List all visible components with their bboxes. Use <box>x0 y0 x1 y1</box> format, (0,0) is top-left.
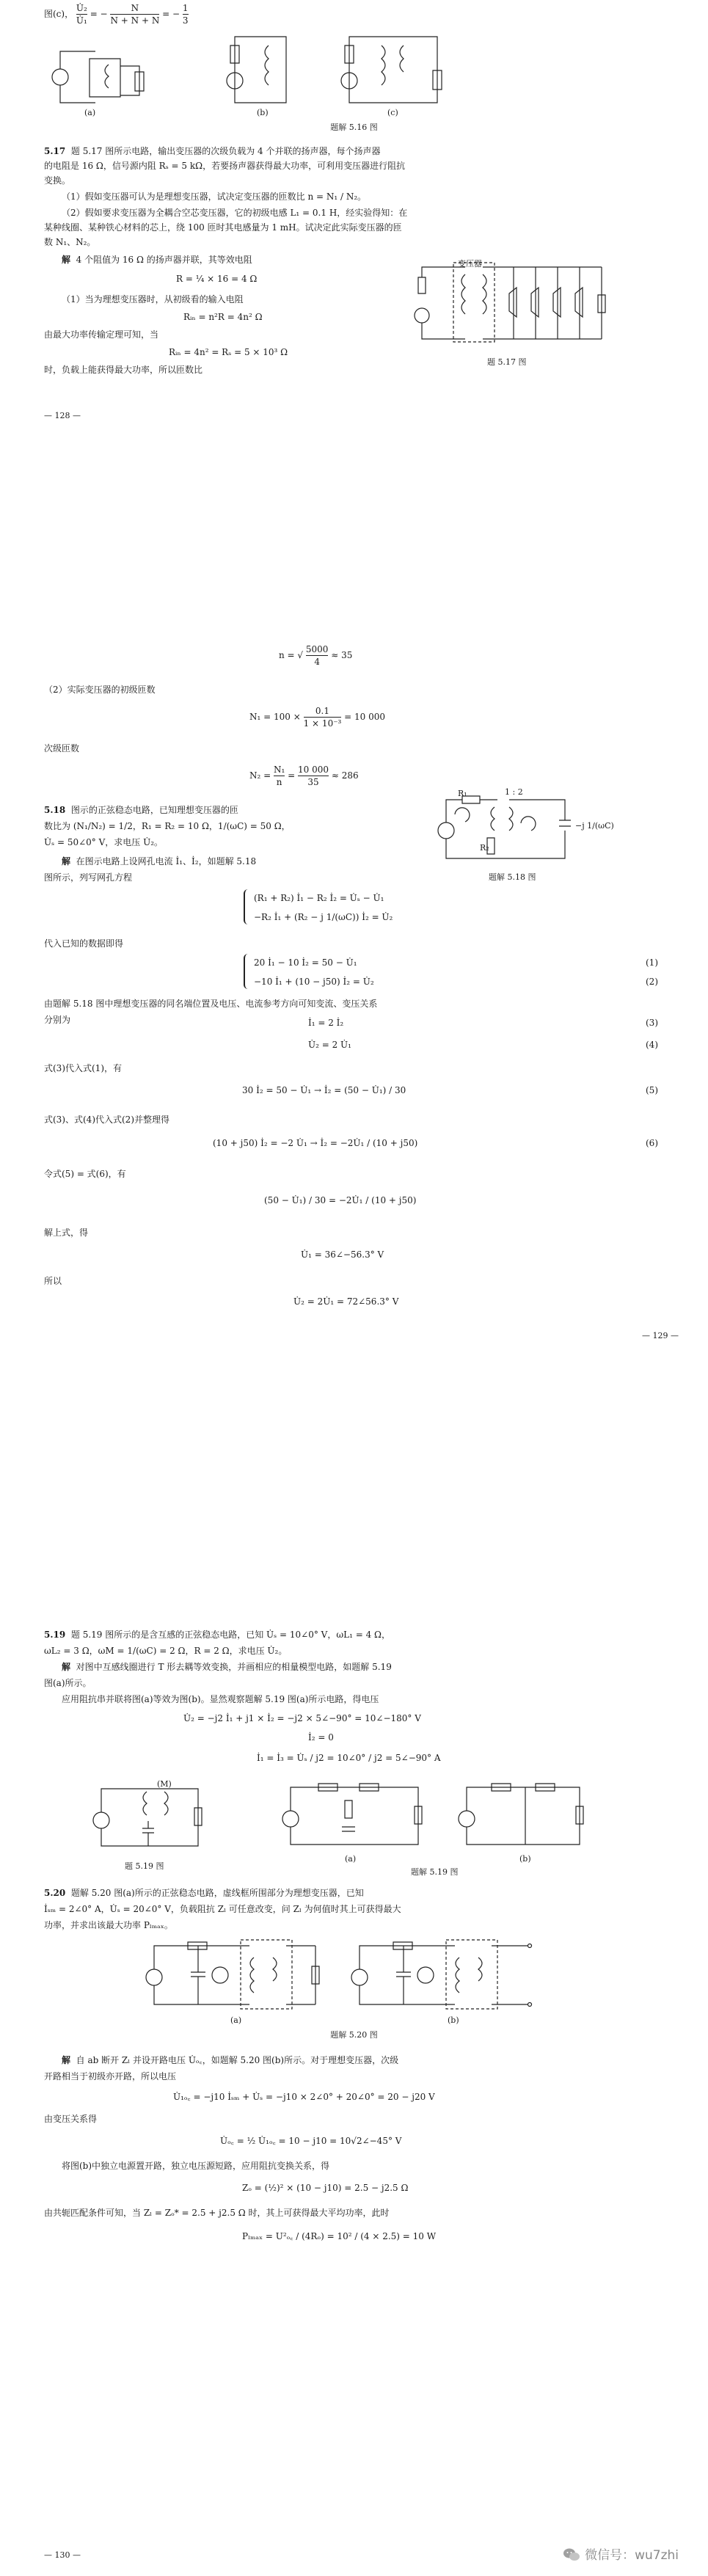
solution-5-18-line-2: 图所示，列写网孔方程 <box>44 872 133 883</box>
solution-5-20-eq-3: Zₒ = (½)² × (10 − j10) = 2.5 − j2.5 Ω <box>242 2183 409 2193</box>
eq-1: 20 İ₁ − 10 İ₂ = 50 − U̇₁ <box>254 957 357 968</box>
eq-1-number: (1) <box>646 957 658 968</box>
solution-5-18-line-1: 解 在图示电路上设网孔电流 İ₁、İ₂，如题解 5.18 <box>62 856 257 866</box>
fig-5-18-R1: R₁ <box>458 789 467 798</box>
fig-5-20-b-label: (b) <box>448 2015 459 2025</box>
solution-5-19-line-3: 应用阻抗串并联将图(a)等效为图(b)。显然观察题解 5.19 图(a)所示电路，得电压 <box>62 1694 379 1704</box>
fig-5-19-sol-caption: 题解 5.19 图 <box>411 1867 459 1877</box>
problem-5-18-line-1: 5.18 图示的正弦稳态电路，已知理想变压器的匝 <box>44 805 238 815</box>
fig-5-17-box-label: 变压器 <box>458 259 482 269</box>
U2-result: U̇₂ = 2U̇₁ = 72∠56.3° V <box>293 1296 399 1307</box>
page-130 <box>0 1621 708 2576</box>
fig-5-19-sol-a-label: (a) <box>345 1854 357 1864</box>
fig-5-19-sol-b-label: (b) <box>519 1854 531 1864</box>
solution-5-20-eq-1: U̇₁ₒ꜀ = −j10 İₛₘ + U̇ₛ = −j10 × 2∠0° + 20∠0° = 20 − j20 V <box>173 2092 435 2102</box>
fig-5-19-M: (M) <box>157 1779 172 1789</box>
eq-3: İ₁ = 2 İ₂ <box>308 1018 344 1028</box>
solution-5-17-intro: 解 4 个阻值为 16 Ω 的扬声器并联，其等效电阻 <box>62 255 252 265</box>
solution-5-20-line-5: 由共轭匹配条件可知，当 Zₗ = Zₒ* = 2.5 + j2.5 Ω 时，其上可获得最大平均功率，此时 <box>44 2208 390 2218</box>
solution-5-19-eq-1: U̇₂ = −j2 İ₁ + j1 × İ₂ = −j2 × 5∠−90° = 10∠−180° V <box>183 1713 421 1723</box>
fig-5-18-R2: R₂ <box>480 843 489 853</box>
page-129 <box>0 631 708 1621</box>
mesh-eq-b: −R₂ İ₁ + (R₂ − j 1/(ωC)) İ₂ = U̇₂ <box>254 912 393 922</box>
circuit-5-17 <box>411 257 616 352</box>
eq-5-number: (5) <box>646 1085 658 1095</box>
circuit-5-16-b <box>220 29 301 110</box>
watermark: 微信号：wu7zhi <box>563 2544 679 2563</box>
eq-5: 30 İ₂ = 50 − U̇₁ → İ₂ = (50 − U̇₁) / 30 <box>242 1085 406 1095</box>
fig-5-16-caption: 题解 5.16 图 <box>330 123 378 132</box>
eq-6: (10 + j50) İ₂ = −2 U̇₁ → İ₂ = −2U̇₁ / (10 + j50) <box>213 1138 418 1148</box>
equation-brace-2 <box>244 954 249 989</box>
N1-eq: N₁ = 100 × $\frac{0.1}{\text{1 × 10⁻³}}$ = 10 000 <box>249 706 386 729</box>
fig-5-19-caption: 题 5.19 图 <box>125 1861 164 1871</box>
circuit-5-16-c <box>337 29 470 110</box>
top-formula: 图(c)， $\frac{\text{U̇₂}}{\text{U̇₁}}$ = − $\frac{N}{N + N + N}$ = − $\frac{1}{3}$ <box>44 3 189 26</box>
eq-3-number: (3) <box>646 1018 658 1028</box>
problem-5-20-line-1: 5.20 题解 5.20 图(a)所示的正弦稳态电路，虚线框所围部分为理想变压器，已知 <box>44 1888 364 1898</box>
U1-result: U̇₁ = 36∠−56.3° V <box>301 1249 384 1260</box>
q2-label: （2）实际变压器的初级匝数 <box>44 685 156 695</box>
eq-4-number: (4) <box>646 1040 658 1050</box>
problem-5-17-q2-c: 数 N₁、N₂。 <box>44 237 96 247</box>
secondary-label: 次级匝数 <box>44 743 80 754</box>
problem-5-17-q2-a: （2）假如要求变压器为全耦合空芯变压器，它的初级电感 L₁ = 0.1 H，经实验得知：在 <box>62 208 408 218</box>
wechat-icon <box>563 2547 580 2562</box>
problem-5-17-q2-b: 某种线圈、某种铁心材料的芯上，绕 100 匝时其电感量为 1 mH。试决定此实际变压器的匝 <box>44 222 402 233</box>
substitute-label: 代入已知的数据即得 <box>44 938 124 949</box>
fig-5-17-caption: 题 5.17 图 <box>487 357 527 367</box>
eq-5-equals-6: (50 − U̇₁) / 30 = −2U̇₁ / (10 + j50) <box>264 1195 417 1205</box>
solution-5-19-line-1: 解 对图中互感线圈进行 T 形去耦等效变换，并画相应的相量模型电路，如题解 5.19 <box>62 1662 392 1672</box>
dot-convention-text: 由题解 5.18 图中理想变压器的同名端位置及电压、电流参考方向可知变流、变压关系 <box>44 999 378 1009</box>
circuit-5-19-sol-a <box>279 1778 433 1852</box>
fig-5-18-cap: −j 1/(ωC) <box>575 821 614 831</box>
sub-3-4-into-2: 式(3)、式(4)代入式(2)并整理得 <box>44 1114 169 1125</box>
problem-5-18-line-3: U̇ₛ = 50∠0° V，求电压 U̇₂。 <box>44 837 164 847</box>
solution-5-20-eq-2: U̇ₒ꜀ = ½ U̇₁ₒ꜀ = 10 − j10 = 10√2∠−45° V <box>220 2136 402 2146</box>
fig-c-label: (c) <box>387 108 398 117</box>
solution-5-20-line-2: 开路相当于初级亦开路，所以电压 <box>44 2071 177 2081</box>
sub-3-into-1: 式(3)代入式(1)，有 <box>44 1063 122 1073</box>
solution-5-17-q1: （1）当为理想变压器时，从初级看的输入电阻 <box>62 294 244 304</box>
fig-5-20-caption: 题解 5.20 图 <box>330 2030 378 2040</box>
solution-5-19-eq-2: İ₂ = 0 <box>308 1732 334 1743</box>
so-label: 所以 <box>44 1276 62 1286</box>
page-number-130: — 130 — <box>44 2550 81 2560</box>
circuit-5-19 <box>88 1780 235 1853</box>
circuit-5-20-a <box>139 1937 330 2010</box>
solution-5-20-line-4: 将图(b)中独立电源置开路，独立电压源短路，应用阻抗变换关系，得 <box>62 2161 330 2171</box>
solution-5-17-conclusion: 时，负载上能获得最大功率，所以匝数比 <box>44 365 203 375</box>
eq-4: U̇₂ = 2 U̇₁ <box>308 1040 351 1050</box>
n-result-eq: n = √ $\frac{5000}{4}$ ≈ 35 <box>279 644 353 667</box>
eq-5-6-label: 令式(5) = 式(6)，有 <box>44 1169 126 1179</box>
eq-2: −10 İ₁ + (10 − j50) İ₂ = U̇₂ <box>254 977 374 987</box>
solution-5-17-R: R = ¼ × 16 = 4 Ω <box>176 274 258 284</box>
solution-5-17-Rin: Rᵢₙ = n²R = 4n² Ω <box>183 312 263 322</box>
problem-5-19-line-2: ωL₂ = 3 Ω，ωM = 1/(ωC) = 2 Ω，R = 2 Ω，求电压 U̇₂。 <box>44 1646 288 1656</box>
problem-5-17-line-3: 变换。 <box>44 175 71 186</box>
problem-5-17-line-2: 的电阻是 16 Ω，信号源内阻 Rₛ = 5 kΩ，若要扬声器获得最大功率，可利用变压器进行阻抗 <box>44 161 406 171</box>
solution-5-20-line-3: 由变压关系得 <box>44 2114 98 2124</box>
circuit-5-20-b <box>345 1937 543 2010</box>
problem-5-20-line-3: 功率，并求出该最大功率 Pₗₘₐₓ。 <box>44 1920 173 1930</box>
solution-5-17-cond: Rᵢₙ = 4n² = Rₛ = 5 × 10³ Ω <box>169 347 288 357</box>
fig-5-18-caption: 题解 5.18 图 <box>489 872 536 882</box>
problem-5-19-line-1: 5.19 题 5.19 图所示的是含互感的正弦稳态电路，已知 U̇ₛ = 10∠0° V，ωL₁ = 4 Ω， <box>44 1630 390 1640</box>
problem-5-17-q1: （1）假如变压器可认为是理想变压器，试决定变压器的匝数比 n = N₁ / N₂。 <box>62 191 367 202</box>
solution-5-20-line-1: 解 自 ab 断开 Zₗ 并设开路电压 U̇ₒ꜀，如题解 5.20 图(b)所示。对于理想变压器，次级 <box>62 2055 399 2065</box>
N2-eq: N₂ = $\frac{\text{N₁}}{n}$ = $\frac{10 000}{35}$ ≈ 286 <box>249 765 359 787</box>
fig-5-18-ratio: 1 : 2 <box>505 787 523 797</box>
eq-2-number: (2) <box>646 977 658 987</box>
page-128 <box>0 0 708 631</box>
equation-brace-1 <box>244 889 249 924</box>
page-number-128: — 128 — <box>44 411 81 420</box>
fig-a-label: (a) <box>84 108 96 117</box>
solution-5-17-mpt: 由最大功率传输定理可知，当 <box>44 329 159 340</box>
page-number-129: — 129 — <box>642 1331 679 1340</box>
solution-5-19-eq-3: İ₁ = İ₃ = U̇ₛ / j2 = 10∠0° / j2 = 5∠−90° A <box>257 1753 441 1763</box>
circuit-5-16-a <box>44 37 176 110</box>
fig-b-label: (b) <box>257 108 269 117</box>
solution-5-20-eq-4: Pₗₘₐₓ = U²ₒ꜀ / (4Rₒ) = 10² / (4 × 2.5) = 10 W <box>242 2231 437 2241</box>
dot-convention-text-2: 分别为 <box>44 1015 71 1025</box>
fig-5-20-a-label: (a) <box>230 2015 242 2025</box>
problem-5-17-line-1: 5.17 题 5.17 图所示电路，输出变压器的次级负载为 4 个并联的扬声器，每个扬声器 <box>44 146 381 156</box>
solve-label: 解上式，得 <box>44 1227 89 1238</box>
eq-6-number: (6) <box>646 1138 658 1148</box>
solution-5-19-line-2: 图(a)所示。 <box>44 1678 92 1688</box>
problem-5-20-line-2: İₛₘ = 2∠0° A，U̇ₛ = 20∠0° V，负载阻抗 Zₗ 可任意改变，问 Zₗ 为何值时其上可获得最大 <box>44 1904 401 1914</box>
problem-5-18-line-2: 数比为 (N₁/N₂) = 1/2，R₁ = R₂ = 10 Ω，1/(ωC) = 50 Ω， <box>44 821 291 831</box>
circuit-5-19-sol-b <box>455 1778 594 1852</box>
mesh-eq-a: (R₁ + R₂) İ₁ − R₂ İ₂ = U̇ₛ − U̇₁ <box>254 893 384 903</box>
